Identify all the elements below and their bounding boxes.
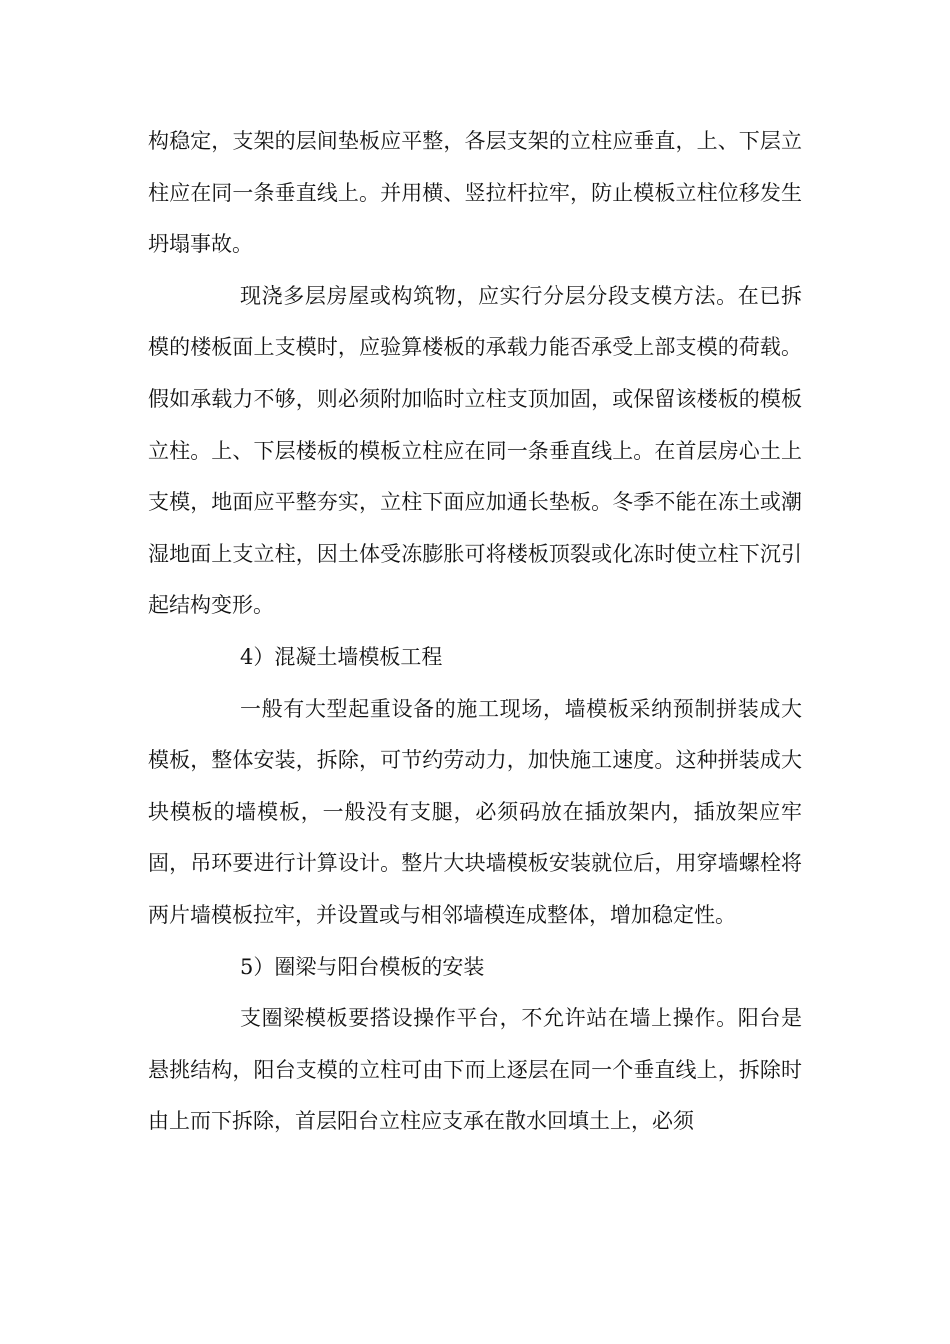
section-heading-ring-beam-balcony: 5）圈梁与阳台模板的安装 [240,954,485,979]
paragraph-ring-beam-balcony: 支圈梁模板要搭设操作平台，不允许站在墙上操作。阳台是悬挑结构，阳台支模的立柱可由下而上逐层在同一个垂直线上，拆除时由上而下拆除，首层阳台立柱应支承在散水回填土上，必须 [148,1006,802,1134]
document-body [148,116,802,1148]
paragraph-multistory-formwork: 现浇多层房屋或构筑物，应实行分层分段支模方法。在已拆模的楼板面上支模时，应验算楼板的承载力能否承受上部支模的荷载。假如承载力不够，则必须附加临时立柱支顶加固，或保留该楼板的模板立柱。上、下层楼板的模板立柱应在同一条垂直线上。在首层房心土上支模，地面应平整夯实，立柱下面应加通长垫板。冬季不能在冻土或潮湿地面上支立柱，因土体受冻膨胀可将楼板顶裂或化冻时使立柱下沉引起结构变形。 [148,283,802,618]
paragraph-wall-formwork: 一般有大型起重设备的施工现场，墙模板采纳预制拼装成大模板，整体安装，拆除，可节约劳动力，加快施工速度。这种拼装成大块模板的墙模板，一般没有支腿，必须码放在插放架内，插放架应牢固，吊环要进行计算设计。整片大块墙模板安装就位后，用穿墙螺栓将两片墙模板拉牢，并设置或与相邻墙模连成整体，增加稳定性。 [148,696,802,927]
paragraph-continued: 构稳定，支架的层间垫板应平整，各层支架的立柱应垂直，上、下层立柱应在同一条垂直线上。并用横、竖拉杆拉牢，防止模板立柱位移发生坍塌事故。 [148,129,802,257]
section-heading-wall-formwork: 4）混凝土墙模板工程 [240,644,443,669]
